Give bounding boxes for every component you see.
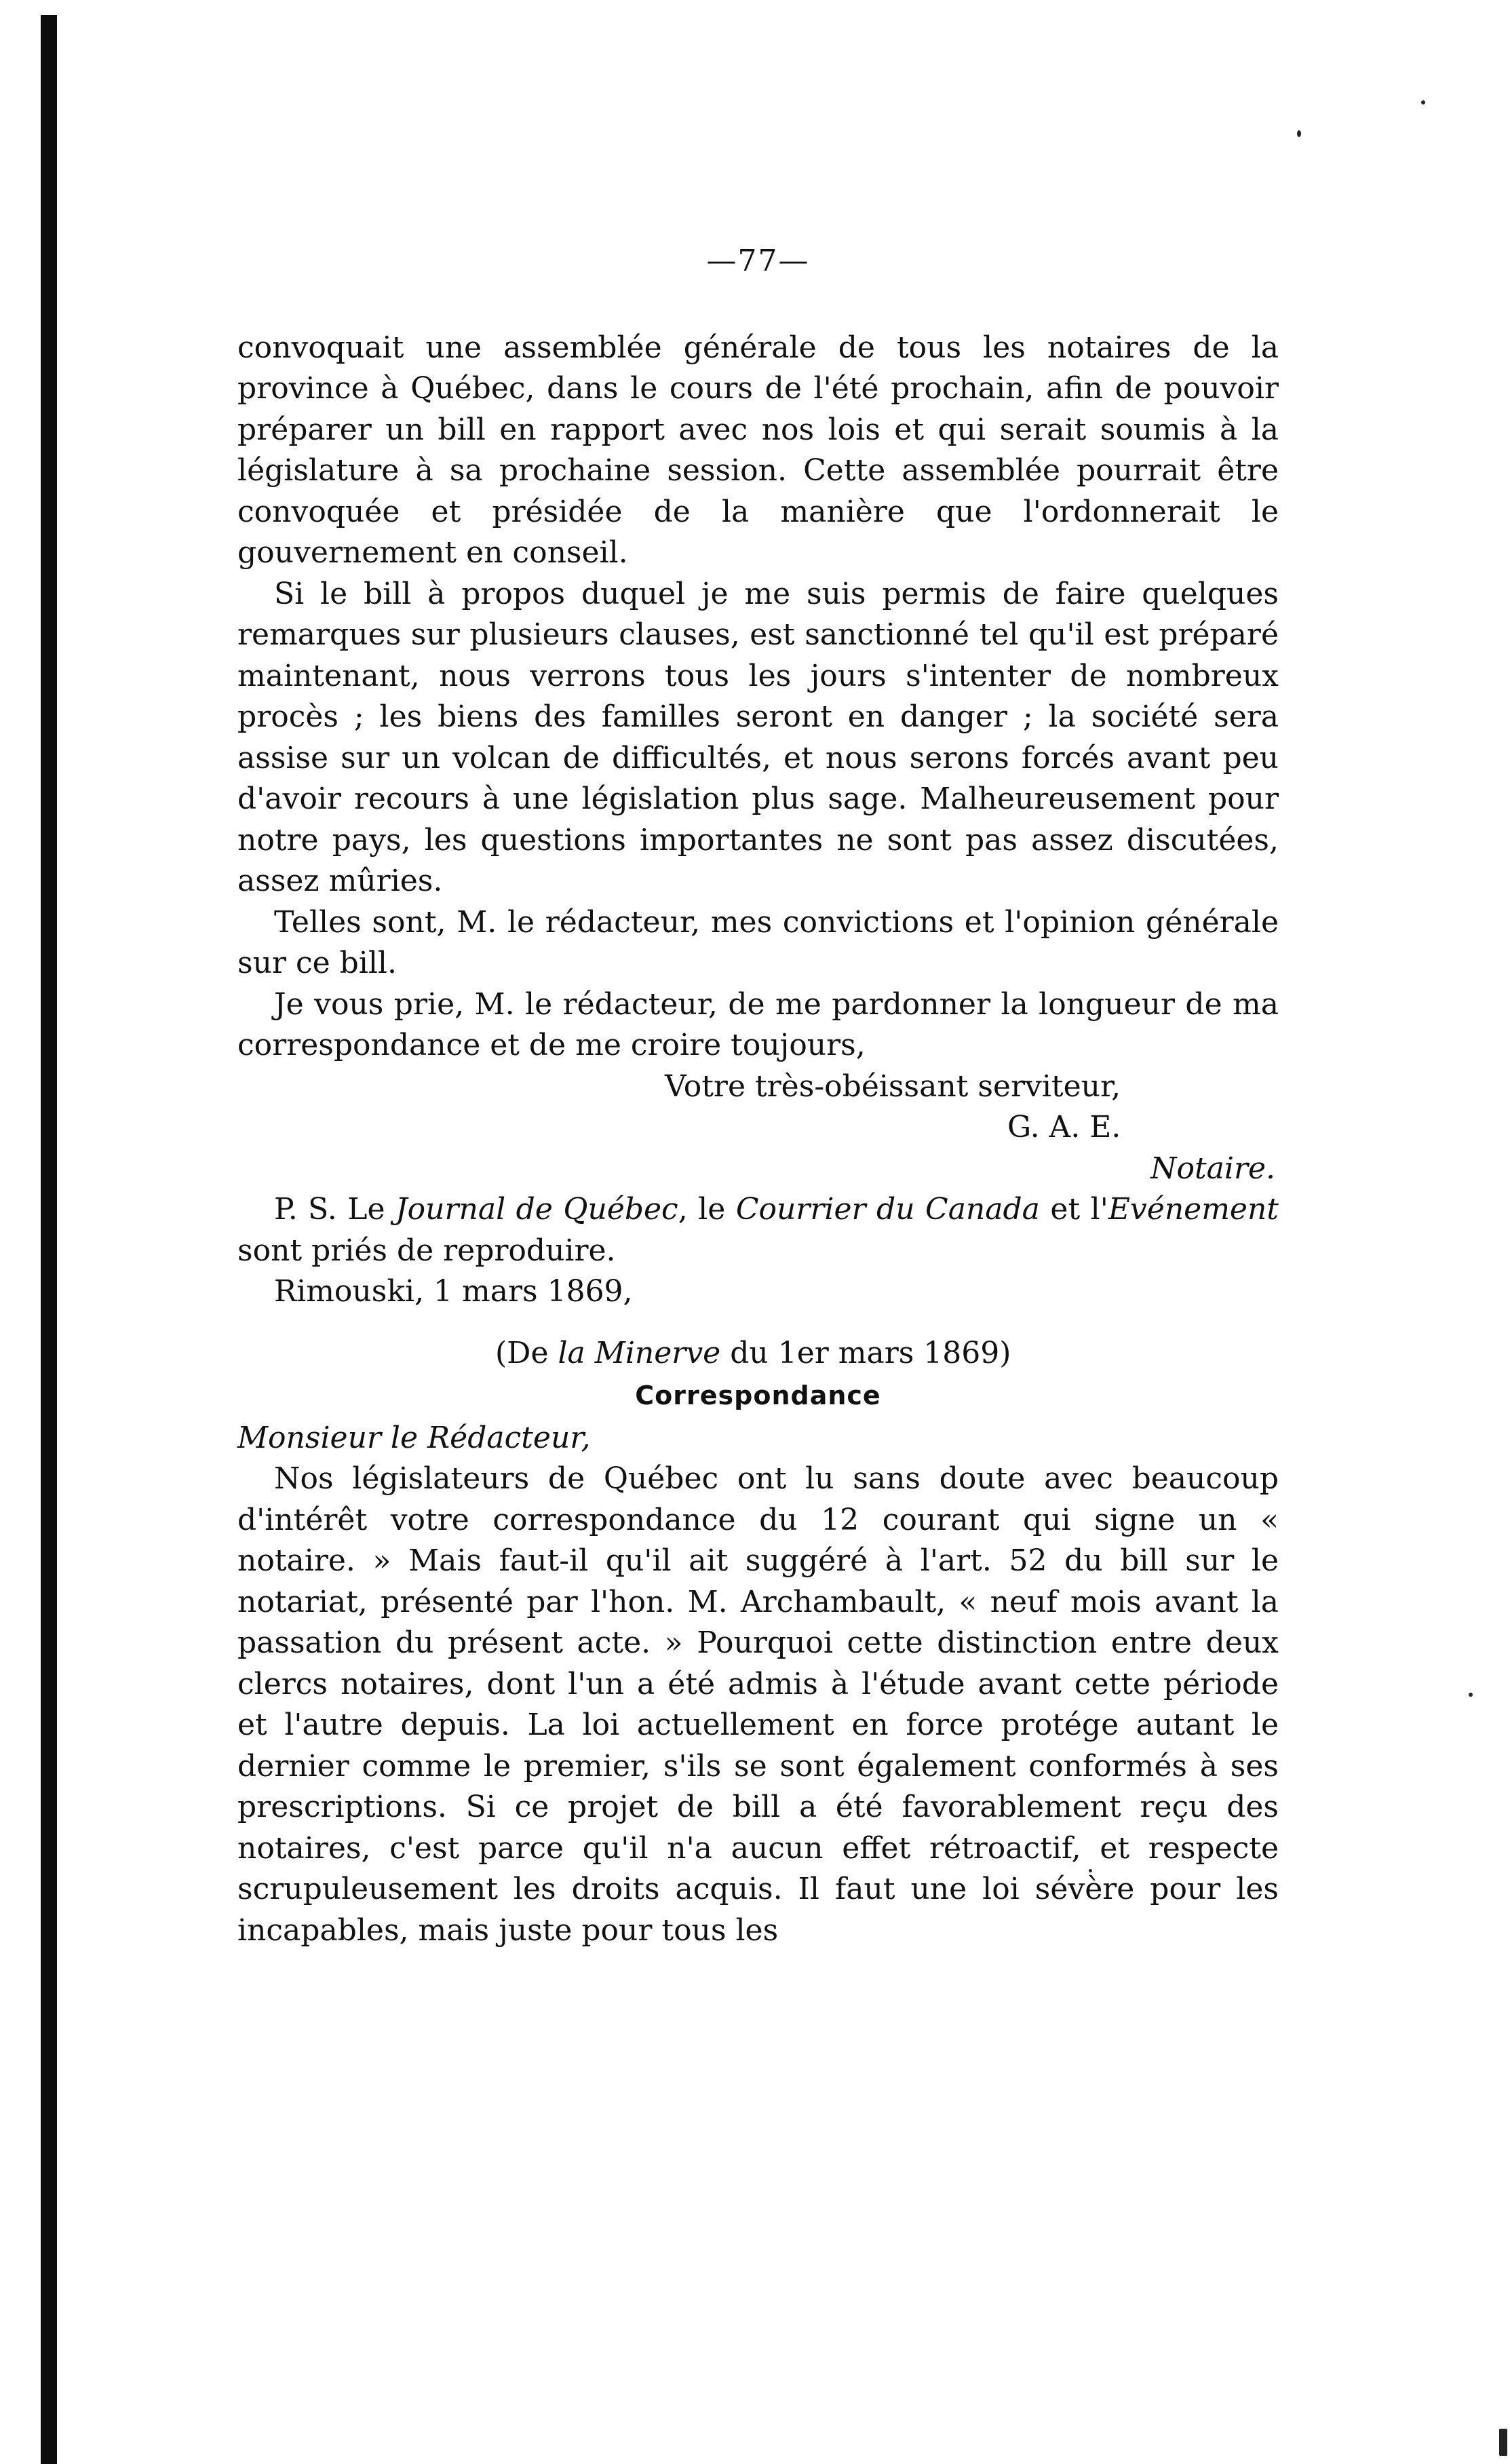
postscript xyxy=(237,1189,1279,1271)
page-binding-edge xyxy=(41,15,57,2464)
ps-suffix: sont priés de reproduire. xyxy=(237,1233,616,1268)
body-paragraph: Si le bill à propos duquel je me suis permis de faire quelques remarques sur plusieurs clauses, est sanctionné tel qu'il est préparé maintenant, nous verrons tous les jours s'intenter de nombreux procès ; les biens des familles seront en danger ; la société sera assise sur un volcan de difficultés, et nous serons forcés avant peu d'avoir recours à une législation plus sage. Malheureusement pour notre pays, les questions importantes ne sont pas assez discutées, assez mûries. xyxy=(237,576,1279,898)
dateline: Rimouski, 1 mars 1869, xyxy=(274,1274,633,1309)
source-date: du 1er mars 1869) xyxy=(720,1335,1011,1370)
source-citation xyxy=(237,1333,1279,1374)
source-la: la xyxy=(558,1335,585,1370)
body-paragraph: Telles sont, M. le rédacteur, mes convictions et l'opinion générale sur ce bill. xyxy=(237,904,1279,980)
signature-initials: G. A. E. xyxy=(1007,1110,1121,1144)
book-page xyxy=(237,241,1279,1951)
journal-de-quebec: Journal de Québec xyxy=(395,1192,678,1227)
salutation: Monsieur le Rédacteur, xyxy=(237,1420,591,1455)
ps-sep: et l' xyxy=(1039,1192,1108,1227)
ps-sep: , le xyxy=(678,1192,736,1227)
scan-speck xyxy=(1421,100,1425,104)
scan-speck xyxy=(1499,2429,1507,2456)
page-number: —77— xyxy=(706,244,810,278)
letter-closing: Votre très-obéissant serviteur, xyxy=(665,1069,1121,1104)
scan-speck xyxy=(1469,1693,1473,1697)
section-heading: Correspondance xyxy=(635,1381,881,1410)
evenement: Evénement xyxy=(1108,1192,1279,1227)
source-open: (De xyxy=(495,1335,558,1370)
ps-prefix: P. S. Le xyxy=(274,1192,396,1227)
body-paragraph: Nos législateurs de Québec ont lu sans doute avec beaucoup d'intérêt votre correspondance du 12 courant qui signe un « notaire. » Mais faut-il qu'il ait suggéré à l'art. 52 du bill sur le notariat, présenté par l'hon. M. Archambault, « neuf mois avant la passation du présent acte. » Pourquoi cette distinction entre deux clercs notaires, dont l'un a été admis à l'étude avant cette période et l'autre depuis. La loi actuellement en force protége autant le dernier comme le premier, s'ils se sont également conformés à ses prescriptions. Si ce projet de bill a été favorablement reçu des notaires, c'est parce qu'il n'a aucun effet rétroactif, et respecte scrupuleusement les droits acquis. Il faut une loi sévère pour les incapables, mais juste pour tous les xyxy=(237,1461,1279,1948)
body-paragraph: convoquait une assemblée générale de tous les notaires de la province à Québec, dans le cours de l'été prochain, afin de pouvoir préparer un bill en rapport avec nos lois et qui serait soumis à la législature à sa prochaine session. Cette assemblée pourrait être convoquée et présidée de la manière que l'ordonnerait le gouvernement en conseil. xyxy=(237,330,1279,570)
courrier-du-canada: Courrier du Canada xyxy=(735,1192,1040,1227)
scan-speck xyxy=(1297,130,1301,137)
signature-title: Notaire. xyxy=(1150,1151,1276,1186)
source-minerve: Minerve xyxy=(594,1335,721,1370)
body-paragraph: Je vous prie, M. le rédacteur, de me pardonner la longueur de ma correspondance et de me croire toujours, xyxy=(237,986,1279,1062)
